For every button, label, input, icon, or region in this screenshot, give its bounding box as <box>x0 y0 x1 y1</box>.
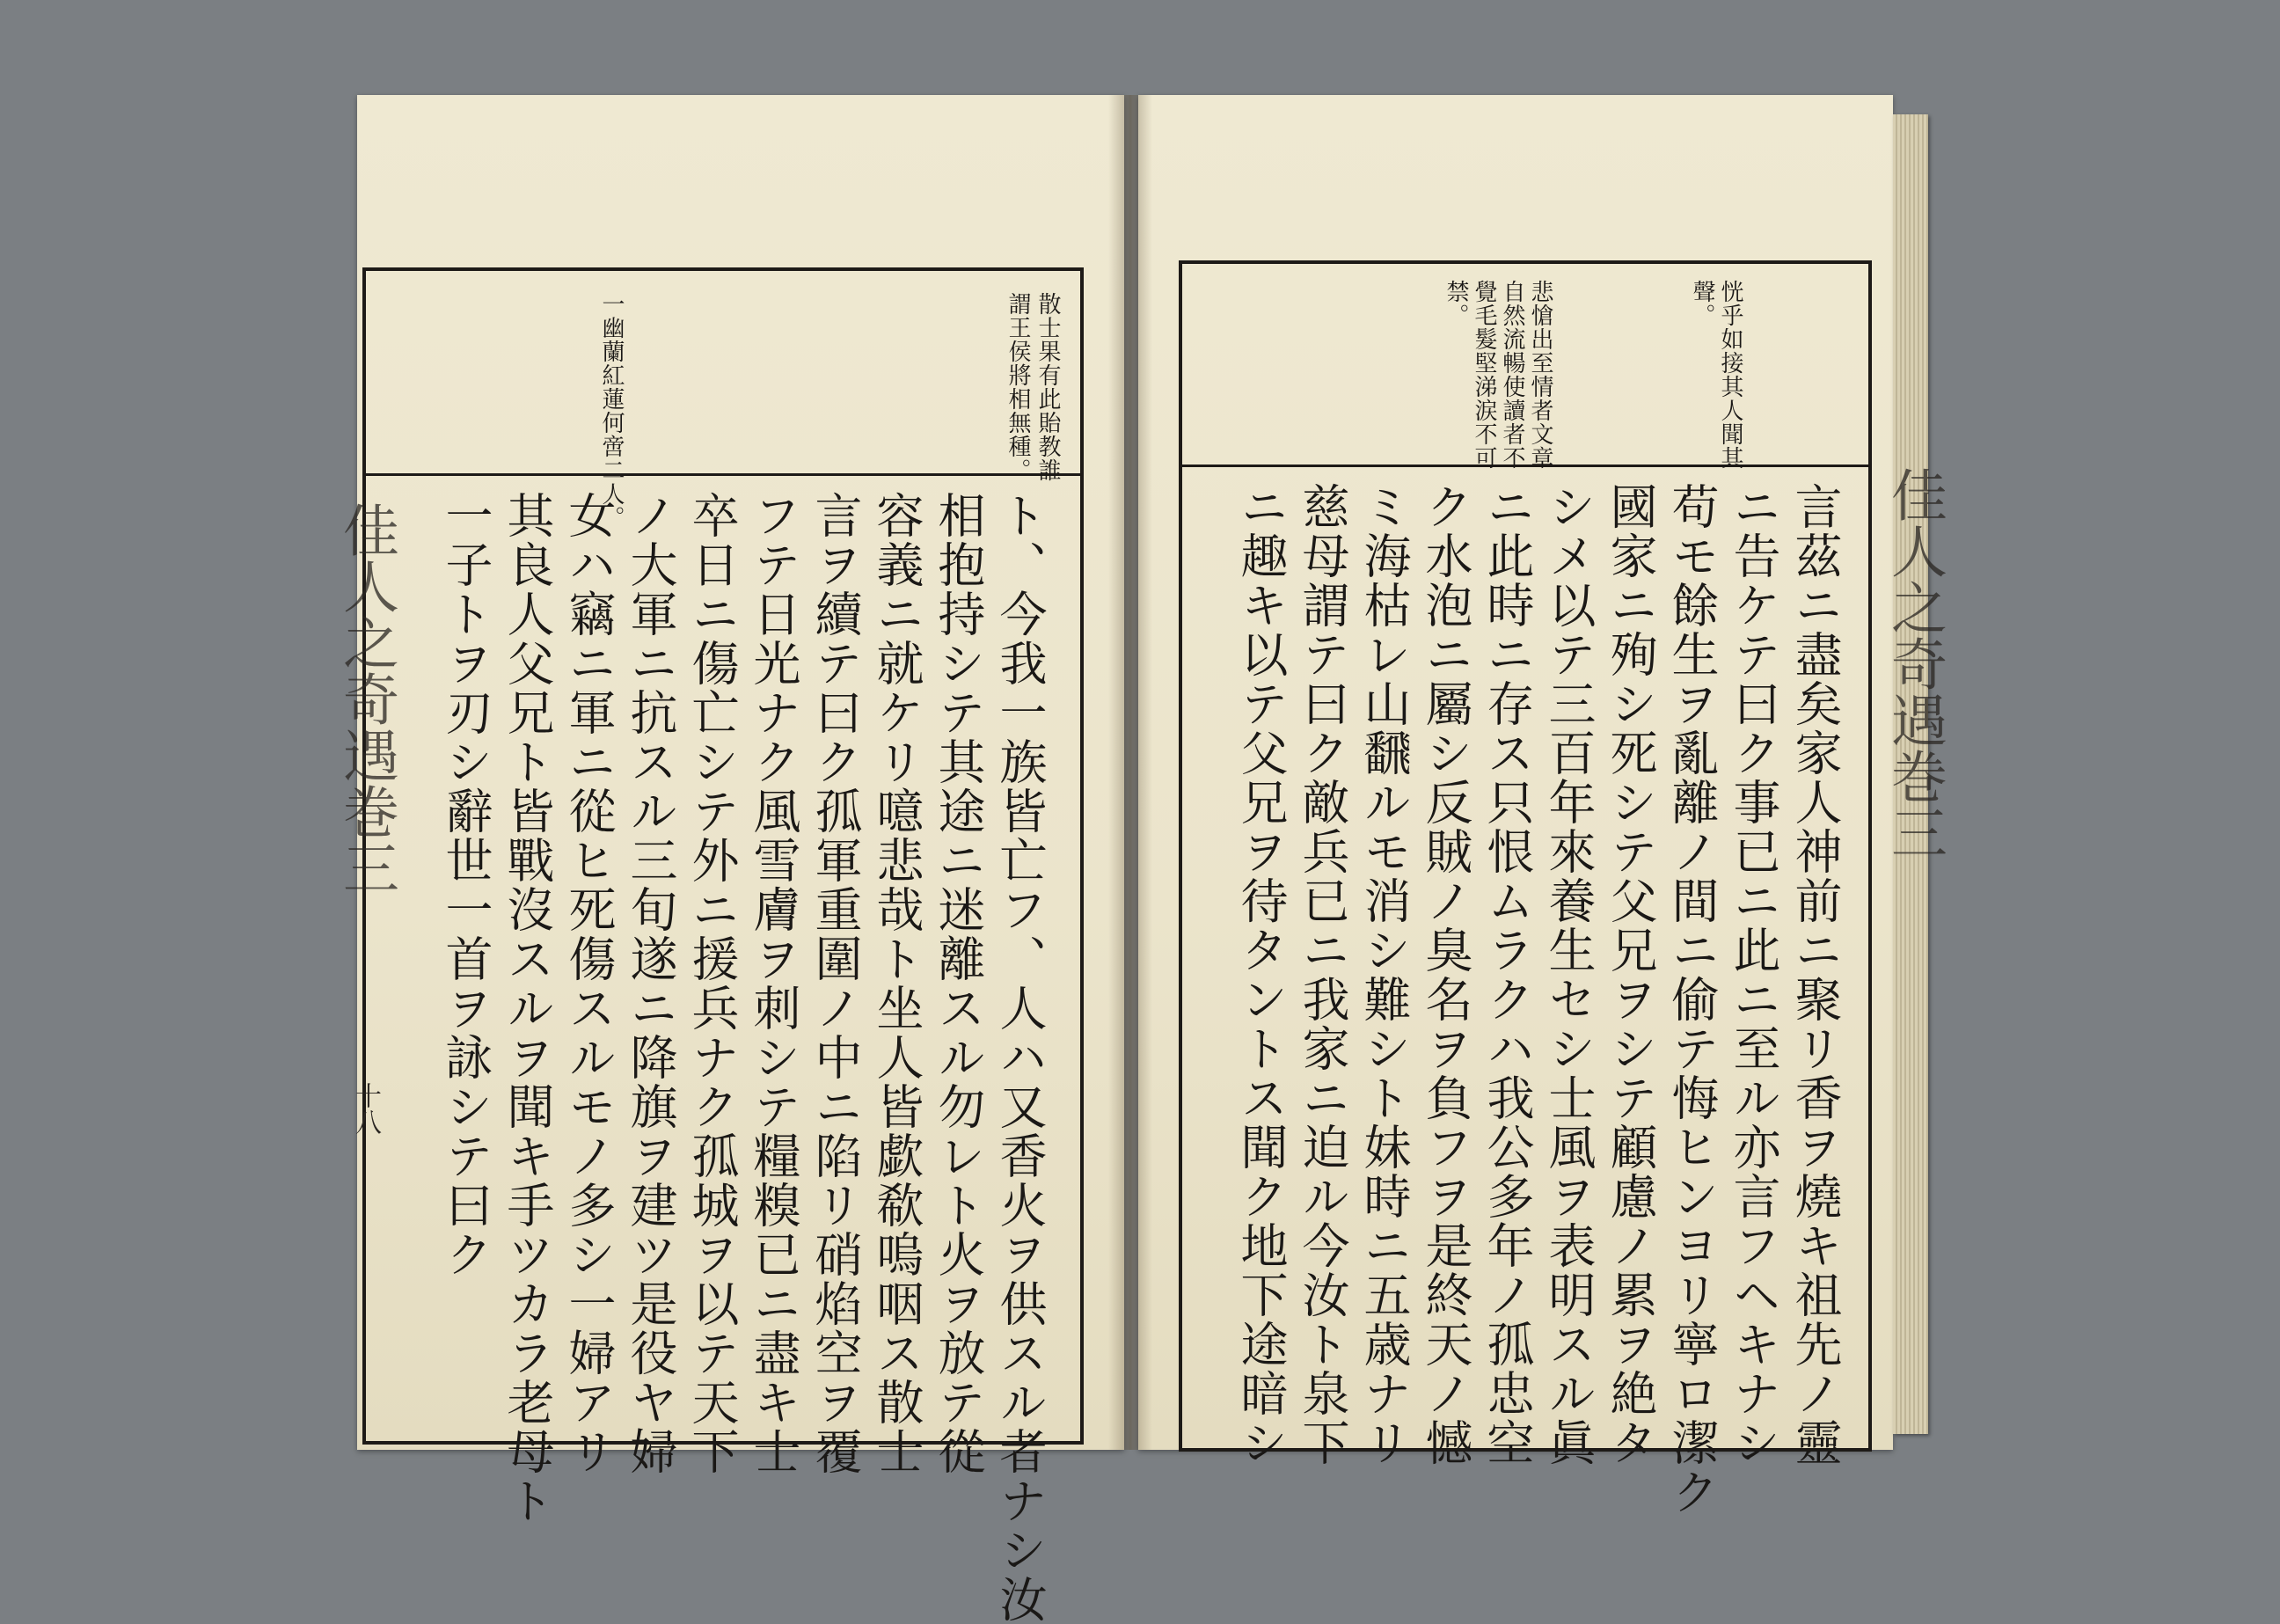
right-note-3: 悲愴出至情者文章 <box>1527 280 1553 470</box>
left-column-4: 言ヲ續テ曰ク孤軍重圍ノ中ニ陷リ硝焰空ヲ覆 <box>808 491 863 1476</box>
right-note-2: 聲。 <box>1689 280 1715 327</box>
right-column-7: ク水泡ニ屬シ反賊ノ臭名ヲ負フヲ是終天ノ憾 <box>1418 482 1473 1467</box>
right-header-divider <box>1182 465 1868 467</box>
right-note-5: 覺毛髮堅涕涙不可 <box>1471 280 1497 470</box>
left-column-5: フテ日光ナク風雪膚ヲ刺シテ糧糗已ニ盡キ士 <box>746 491 801 1476</box>
left-note-2: 謂王侯將相無種。 <box>1005 292 1031 482</box>
right-column-4: 國家ニ殉シ死シテ父兄ヲシテ顧慮ノ累ヲ絶タ <box>1603 482 1658 1467</box>
left-note-3: 一幽蘭紅蓮何啻二人。 <box>598 292 625 530</box>
right-note-6: 禁。 <box>1443 280 1469 327</box>
left-note-1: 散士果有此貽教誰 <box>1034 292 1061 482</box>
left-column-7: ノ大軍ニ抗スル三旬遂ニ降旗ヲ建ツ是役ヤ婦 <box>623 491 678 1476</box>
right-column-3: 苟モ餘生ヲ亂離ノ間ニ偷テ悔ヒンヨリ寧ロ潔ク <box>1664 482 1720 1517</box>
right-column-9: 慈母謂テ曰ク敵兵已ニ我家ニ迫ル今汝ト泉下 <box>1295 482 1350 1467</box>
open-book <box>333 88 1947 1624</box>
right-spine-title: 佳人之奇遇巻三 <box>1882 466 1947 860</box>
right-column-10: ニ趣キ以テ父兄ヲ待タントス聞ク地下途暗シ <box>1233 482 1289 1467</box>
left-column-2: 相抱持シテ其途ニ迷離スル勿レト火ヲ放テ從 <box>931 491 986 1476</box>
book-gutter <box>1108 95 1152 1450</box>
right-column-2: ニ告ケテ曰ク事已ニ此ニ至ル亦言フヘキナシ <box>1726 482 1781 1467</box>
left-column-8: 女ハ竊ニ軍ニ從ヒ死傷スルモノ多シ一婦アリ <box>561 491 617 1476</box>
right-note-4: 自然流暢使讀者不 <box>1499 280 1525 470</box>
left-column-3: 容義ニ就ケリ噫悲哉ト坐人皆歔欷嗚咽ス散士 <box>869 491 924 1476</box>
left-column-10: 一子トヲ刃シ辭世一首ヲ詠シテ曰ク <box>438 491 493 1279</box>
right-note-1: 恍乎如接其人聞其 <box>1717 280 1743 470</box>
right-column-1: 言茲ニ盡矣家人神前ニ聚リ香ヲ燒キ祖先ノ靈 <box>1787 482 1843 1467</box>
left-header-divider <box>366 473 1080 476</box>
right-column-8: ミ海枯レ山飜ルモ消シ難シト妹時ニ五歳ナリ <box>1356 482 1412 1467</box>
right-column-5: シメ以テ三百年來養生セシ士風ヲ表明スル眞 <box>1541 482 1597 1467</box>
left-page-number: 十八 <box>350 1082 381 1135</box>
left-column-6: 卒日ニ傷亡シテ外ニ援兵ナク孤城ヲ以テ天下 <box>684 491 740 1476</box>
left-column-1: ト、今我一族皆亡フ、人ハ又香火ヲ供スル者ナシ汝 <box>992 491 1048 1624</box>
right-column-6: ニ此時ニ存ス只恨ムラクハ我公多年ノ孤忠空 <box>1480 482 1535 1467</box>
left-column-9: 其良人父兄ト皆戰沒スルヲ聞キ手ツカラ老母ト <box>500 491 555 1525</box>
left-spine-title: 佳人之奇遇巻三 <box>333 501 398 896</box>
